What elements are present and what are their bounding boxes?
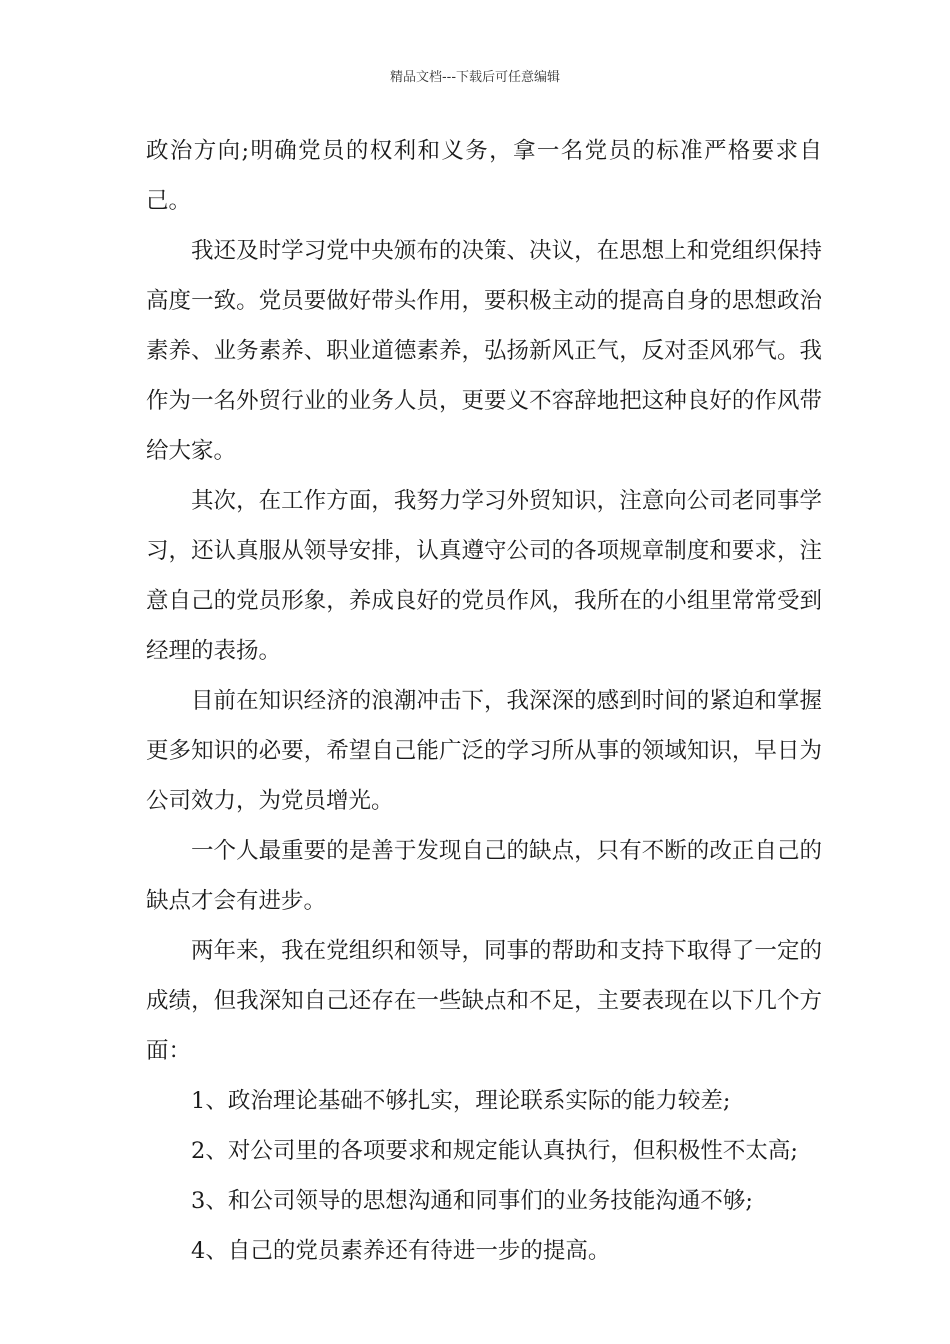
paragraph-6: 两年来，我在党组织和领导，同事的帮助和支持下取得了一定的成绩，但我深知自己还存在一些缺点和不足，主要表现在以下几个方面： [146, 938, 822, 1064]
list-item-4: 4、自己的党员素养还有待进一步的提高。 [191, 1238, 611, 1264]
paragraph-2: 我还及时学习党中央颁布的决策、决议，在思想上和党组织保持高度一致。党员要做好带头作用，要积极主动的提高自身的思想政治素养、业务素养、职业道德素养，弘扬新风正气，反对歪风邪气。我作为一名外贸行业的业务人员，更要义不容辞地把这种良好的作风带给大家。 [146, 238, 822, 464]
paragraph-1: 政治方向;明确党员的权利和义务，拿一名党员的标准严格要求自己。 [146, 138, 822, 214]
paragraph-3: 其次，在工作方面，我努力学习外贸知识，注意向公司老同事学习，还认真服从领导安排，认真遵守公司的各项规章制度和要求，注意自己的党员形象，养成良好的党员作风，我所在的小组里常常受到经理的表扬。 [146, 488, 822, 664]
list-item-2: 2、对公司里的各项要求和规定能认真执行，但积极性不太高; [191, 1138, 798, 1164]
list-item-3: 3、和公司领导的思想沟通和同事们的业务技能沟通不够; [191, 1188, 753, 1214]
document-body [146, 126, 822, 1276]
page-header: 精品文档---下载后可任意编辑 [389, 70, 561, 85]
list-item-1: 1、政治理论基础不够扎实，理论联系实际的能力较差; [191, 1088, 731, 1114]
paragraph-4: 目前在知识经济的浪潮冲击下，我深深的感到时间的紧迫和掌握更多知识的必要，希望自己能广泛的学习所从事的领域知识，早日为公司效力，为党员增光。 [146, 688, 822, 814]
paragraph-5: 一个人最重要的是善于发现自己的缺点，只有不断的改正自己的缺点才会有进步。 [146, 838, 822, 914]
